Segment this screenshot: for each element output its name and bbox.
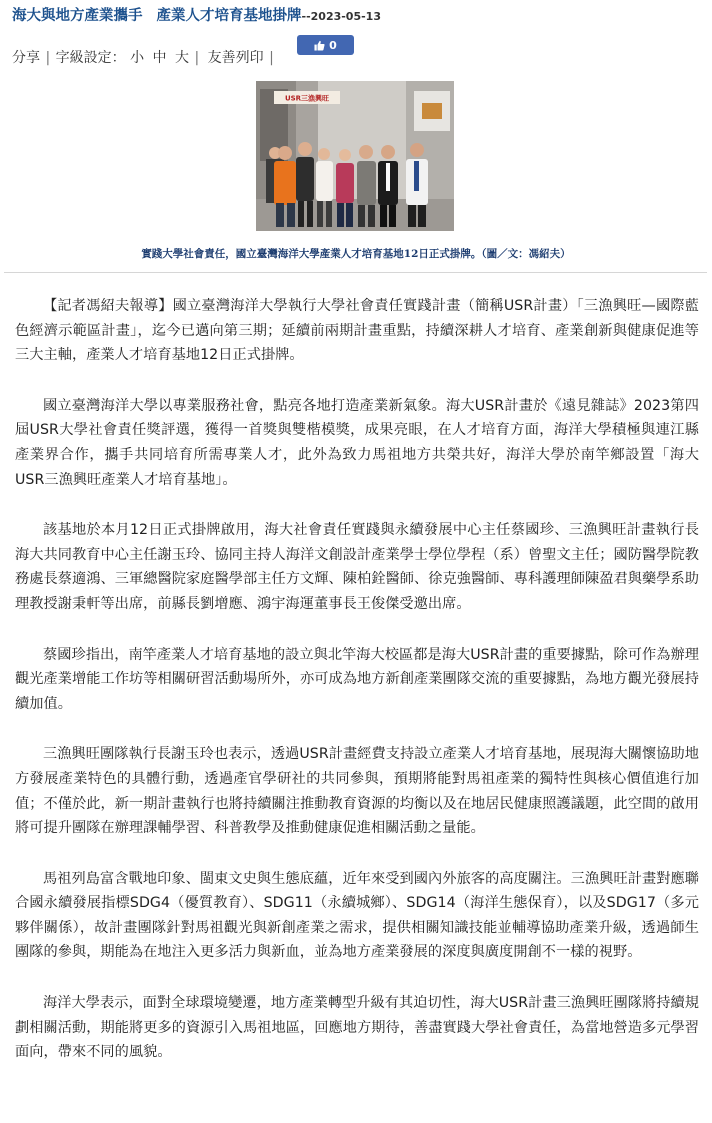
photo-sign-text: USR三漁興旺: [284, 94, 330, 103]
article-title: [12, 7, 302, 24]
toolbar-separator: |: [194, 50, 200, 66]
group-photo-illustration: [256, 81, 454, 231]
article-paragraph: 【記者馮紹夫報導】國立臺灣海洋大學執行大學社會責任實踐計畫（簡稱USR計畫）「三漁興旺—國際藍色經濟示範區計畫」，迄今已邁向第三期；延續前兩期計畫重點，持續深耕人才培育、產業創新與健康促進等三大主軸，產業人才培育基地12日正式掛牌。: [15, 298, 699, 364]
toolbar-separator: |: [269, 50, 274, 66]
font-size-label: 字級設定：: [55, 50, 126, 66]
article-photo: [256, 81, 454, 231]
share-link[interactable]: 分享: [12, 50, 40, 66]
article-paragraph: 三漁興旺團隊執行長謝玉玲也表示，透過USR計畫經費支持設立產業人才培育基地，展現海大關懷協助地方發展產業特色的具體行動，透過產官學研社的共同參與，預期將能對馬祖產業的獨特性與核心價值進行加值；不僅於此，新一期計畫執行也將持續關注推動教育資源的均衡以及在地居民健康照護議題，此空間的啟用將可提升團隊在辦理課輔學習、科普教學及推動健康促進相關活動之量能。: [15, 746, 699, 837]
article-toolbar: [12, 47, 275, 67]
toolbar-separator: |: [45, 50, 51, 66]
article-title-part1: 海大與地方產業攜手: [12, 7, 143, 24]
font-size-medium-button[interactable]: 中: [152, 50, 167, 66]
facebook-like-button[interactable]: [297, 35, 354, 55]
font-size-small-button[interactable]: 小: [130, 50, 145, 66]
like-count: 0: [329, 38, 337, 52]
print-link[interactable]: 友善列印: [207, 50, 264, 66]
article-date: --2023-05-13: [301, 10, 381, 23]
article-paragraph: 蔡國珍指出，南竿產業人才培育基地的設立與北竿海大校區都是海大USR計畫的重要據點，除可作為辦理觀光產業增能工作坊等相關研習活動場所外，亦可成為地方新創產業團隊交流的重要據點，為地方觀光發展持續加值。: [15, 646, 699, 712]
article-title-part2: 產業人才培育基地掛牌: [156, 7, 302, 24]
article-paragraph: 馬祖列島富含戰地印象、閩東文史與生態底蘊，近年來受到國內外旅客的高度關注。三漁興旺計畫對應聯合國永續發展指標SDG4（優質教育）、SDG11（永續城鄉）、SDG14（海洋生態保育），以及SDG17（多元夥伴關係），故計畫團隊針對馬祖觀光與新創產業之需求，提供相關知識技能並輔導協助產業升級，透過師生團隊的參與，期能為在地注入更多活力與新血，並為地方產業發展的深度與廣度開創不一樣的視野。: [15, 870, 699, 961]
article-body: [15, 294, 699, 1091]
font-size-large-button[interactable]: 大: [174, 50, 189, 66]
thumbs-up-icon: [314, 40, 325, 51]
article-header: [12, 4, 712, 28]
article-paragraph: 國立臺灣海洋大學以專業服務社會，點亮各地打造產業新氣象。海大USR計畫於《遠見雜誌》2023第四屆USR大學社會責任獎評選，獲得一首獎與雙楷模獎，成果亮眼，在人才培育方面，海洋大學積極與連江縣產業界合作，攜手共同培育所需專業人才，此外為致力馬祖地方共榮共好，海洋大學於南竿鄉設置「海大USR三漁興旺產業人才培育基地」。: [15, 397, 699, 488]
article-paragraph: 該基地於本月12日正式掛牌啟用，海大社會責任實踐與永續發展中心主任蔡國珍、三漁興旺計畫執行長海大共同教育中心主任謝玉玲、協同主持人海洋文創設計產業學士學位學程（系）曾聖文主任；國防醫學院教務處長蔡適鴻、三軍總醫院家庭醫學部主任方文輝、陳柏銓醫師、徐克強醫師、專科護理師陳盈君與藥學系助理教授謝秉軒等出席，前縣長劉增應、鴻宇海運董事長王俊傑受邀出席。: [15, 522, 699, 612]
article-paragraph: 海洋大學表示，面對全球環境變遷，地方產業轉型升級有其迫切性，海大USR計畫三漁興旺團隊將持續規劃相關活動，期能將更多的資源引入馬祖地區，回應地方期待，善盡實踐大學社會責任，為當地營造多元學習面向，帶來不同的風貌。: [15, 995, 699, 1061]
photo-caption: 實踐大學社會責任，國立臺灣海洋大學產業人才培育基地12日正式掛牌。（圖／文：馮紹夫）: [141, 248, 571, 260]
caption-divider: [4, 272, 707, 273]
